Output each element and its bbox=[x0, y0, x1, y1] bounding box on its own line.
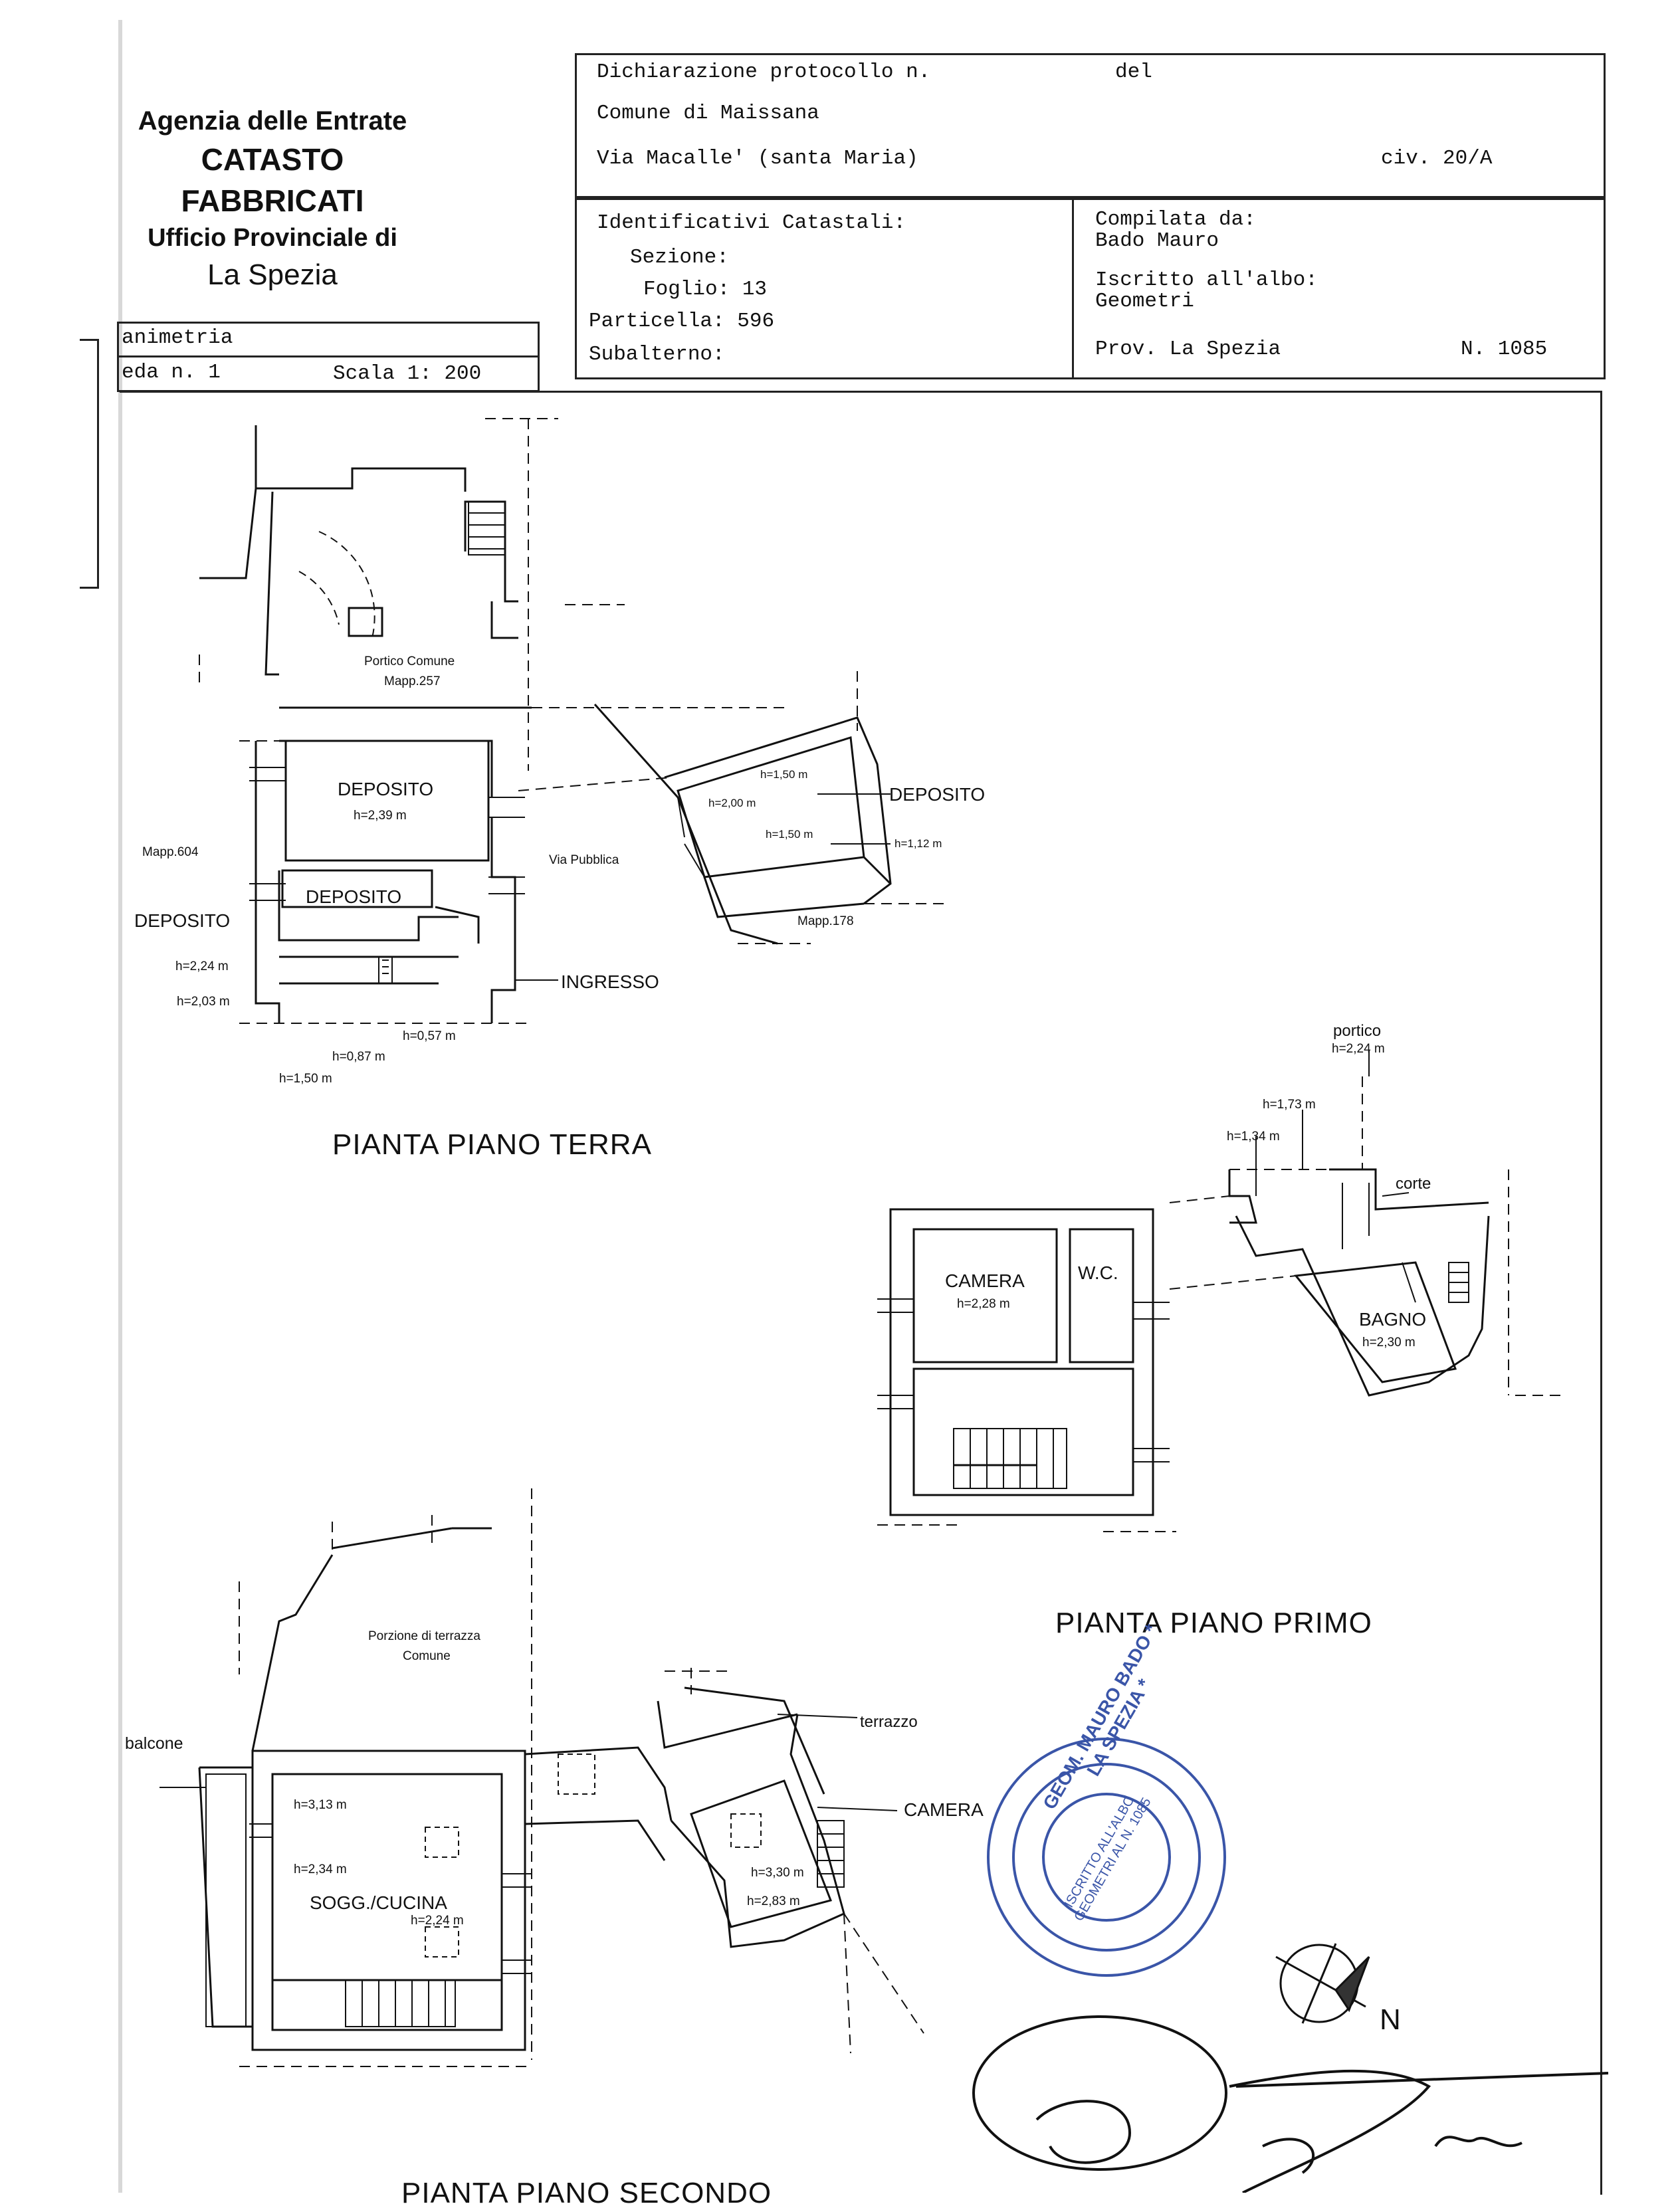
h-203-ground: h=2,03 m bbox=[177, 995, 230, 1009]
scala-label: Scala 1: 200 bbox=[333, 362, 482, 385]
terrazzo-label: terrazzo bbox=[860, 1713, 918, 1731]
albo-value: Geometri bbox=[1095, 290, 1194, 313]
portico-first-height: h=2,24 m bbox=[1332, 1042, 1385, 1056]
first-left-walls bbox=[877, 1209, 1170, 1515]
balcone-label: balcone bbox=[125, 1734, 183, 1753]
mapp178-label: Mapp.178 bbox=[797, 914, 854, 928]
via-label: Via Macalle' (santa Maria) bbox=[597, 147, 918, 170]
second-walls bbox=[199, 1528, 844, 2050]
h-234-second: h=2,34 m bbox=[294, 1862, 347, 1876]
catasto-title: CATASTO FABBRICATI bbox=[181, 142, 364, 219]
deposito-main-height: h=2,39 m bbox=[354, 809, 407, 823]
room-wc: W.C. bbox=[1078, 1262, 1118, 1283]
north-label: N bbox=[1380, 2003, 1401, 2036]
room-deposito-left: DEPOSITO bbox=[134, 910, 231, 931]
city-name: La Spezia bbox=[207, 258, 338, 292]
scheda-label: eda n. 1 bbox=[122, 361, 221, 384]
foglio-label: Foglio: 13 bbox=[643, 278, 768, 301]
terrazza-label: Porzione di terrazza bbox=[368, 1629, 480, 1643]
leader-lines bbox=[159, 794, 1409, 1811]
h-224-second: h=2,24 m bbox=[411, 1914, 464, 1928]
h-283-second: h=2,83 m bbox=[747, 1894, 800, 1908]
ufficio-label: Ufficio Provinciale di bbox=[148, 224, 397, 252]
h-112-right: h=1,12 m bbox=[894, 837, 942, 850]
stamp-inner-text: ISCRITTO ALL'ALBO GEOMETRI AL N. 1085 bbox=[1061, 1793, 1154, 1924]
room-camera-second: CAMERA bbox=[904, 1799, 984, 1820]
room-camera-first: CAMERA bbox=[945, 1270, 1025, 1291]
camera-first-height: h=2,28 m bbox=[957, 1297, 1010, 1311]
compilata-label: Compilata da: bbox=[1095, 208, 1256, 231]
compilata-name: Bado Mauro bbox=[1095, 229, 1219, 252]
stamp-outer-text: GEOM. MAURO BADO * LA SPEZIA * bbox=[1039, 1621, 1162, 1813]
agency-name: Agenzia delle Entrate bbox=[138, 106, 407, 136]
room-ingresso: INGRESSO bbox=[561, 971, 659, 992]
prov-label: Prov. La Spezia bbox=[1095, 338, 1281, 361]
room-bagno: BAGNO bbox=[1359, 1309, 1427, 1330]
second-floor-title: PIANTA PIANO SECONDO bbox=[401, 2177, 772, 2209]
del-label: del bbox=[1115, 60, 1152, 84]
particella-label: Particella: 596 bbox=[589, 310, 775, 333]
north-arrow bbox=[1276, 1944, 1369, 2023]
dichiarazione-label: Dichiarazione protocollo n. bbox=[597, 60, 931, 84]
sezione-label: Sezione: bbox=[630, 246, 729, 269]
h-224-ground: h=2,24 m bbox=[175, 959, 229, 973]
mapp604-label: Mapp.604 bbox=[142, 845, 199, 859]
room-deposito-main: DEPOSITO bbox=[338, 779, 434, 799]
h-200-right: h=2,00 m bbox=[708, 797, 756, 809]
civico-label: civ. 20/A bbox=[1381, 147, 1493, 170]
subalterno-label: Subalterno: bbox=[589, 343, 725, 366]
via-pubblica-label: Via Pubblica bbox=[549, 853, 619, 867]
first-floor-title: PIANTA PIANO PRIMO bbox=[1055, 1607, 1372, 1639]
terrazza-label-2: Comune bbox=[403, 1649, 451, 1663]
h-313-second: h=3,13 m bbox=[294, 1798, 347, 1812]
h-173-first: h=1,73 m bbox=[1263, 1098, 1316, 1112]
h-057-ground: h=0,57 m bbox=[403, 1029, 456, 1043]
h-150-right-1: h=1,50 m bbox=[760, 768, 808, 781]
corte-label: corte bbox=[1396, 1175, 1431, 1193]
bagno-height: h=2,30 m bbox=[1362, 1336, 1416, 1350]
room-sogg-cucina: SOGG./CUCINA bbox=[310, 1892, 447, 1913]
signature bbox=[974, 2017, 1608, 2193]
identificativi-title: Identificativi Catastali: bbox=[597, 211, 906, 235]
first-right-walls bbox=[1229, 1169, 1489, 1395]
iscritto-label: Iscritto all'albo: bbox=[1095, 268, 1318, 292]
h-134-first: h=1,34 m bbox=[1227, 1130, 1280, 1144]
ground-dashed-lines bbox=[199, 419, 950, 1023]
room-deposito-right: DEPOSITO bbox=[889, 784, 986, 805]
portico-first-label: portico bbox=[1333, 1022, 1382, 1040]
h-087-ground: h=0,87 m bbox=[332, 1050, 385, 1064]
planimetria-label: animetria bbox=[122, 326, 233, 350]
numero-label: N. 1085 bbox=[1461, 338, 1548, 361]
portico-mapp: Mapp.257 bbox=[384, 674, 441, 688]
h-150-right-2: h=1,50 m bbox=[766, 828, 813, 841]
h-330-second: h=3,30 m bbox=[751, 1866, 804, 1880]
h-150-ground: h=1,50 m bbox=[279, 1072, 332, 1086]
ground-floor-title: PIANTA PIANO TERRA bbox=[332, 1128, 652, 1161]
room-deposito-small: DEPOSITO bbox=[306, 886, 402, 907]
comune-label: Comune di Maissana bbox=[597, 102, 819, 125]
ground-right-deposito-walls bbox=[595, 704, 891, 944]
portico-label: Portico Comune bbox=[364, 654, 455, 668]
